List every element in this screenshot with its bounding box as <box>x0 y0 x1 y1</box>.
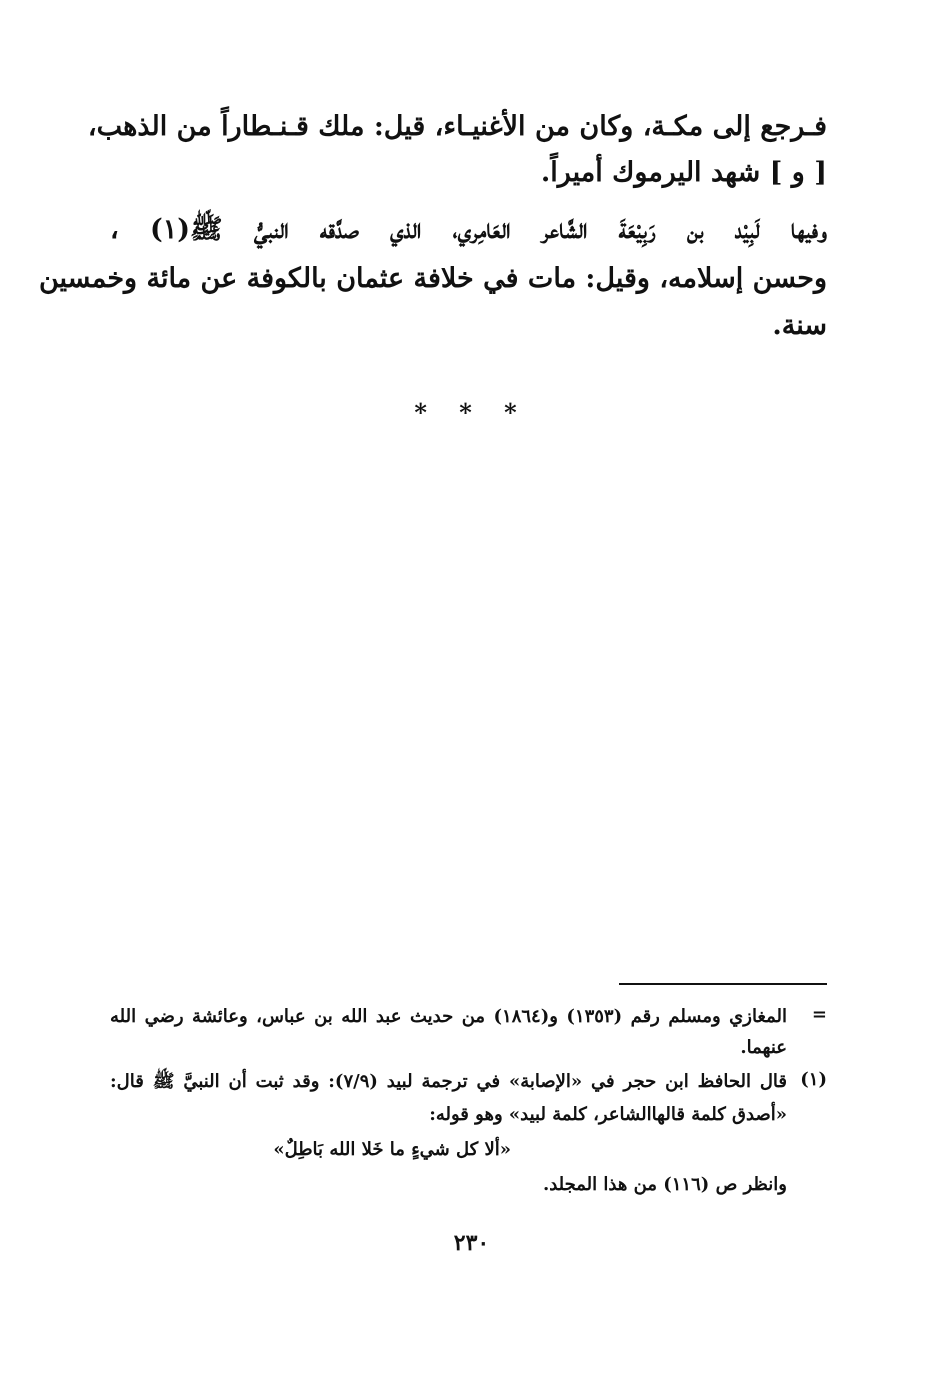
page-number: ٢٣٠ <box>453 1230 490 1256</box>
footnote-continuation-marker: = <box>811 1004 827 1025</box>
body-line-1: فـرجع إلى مكـة، وكان من الأغنيـاء، قيل: ملك قـنـطاراً من الذهب، <box>87 111 827 142</box>
body-line-5: سنة. <box>772 310 827 341</box>
footnote-1-line-1: قال الحافظ ابن حجر في «الإصابة» في ترجمة لبيد (٧/٩): وقد ثبت أن النبيَّ ﷺ قال: <box>110 1071 787 1092</box>
footnote-1-marker: (١) <box>800 1069 827 1090</box>
footnote-divider <box>619 983 827 985</box>
footnote-continuation-line-2: عنهما. <box>740 1037 787 1058</box>
footnote-continuation-line-1: المغازي ومسلم رقم (١٣٥٣) و(١٨٦٤) من حديث عبد الله بن عباس، وعائشة رضي الله <box>110 1006 788 1027</box>
footnote-1-verse: «ألا كل شيءٍ ما خَلا الله بَاطِلٌ» <box>273 1139 511 1160</box>
footnote-1-line-2: «أصدق كلمة قالهاالشاعر، كلمة لبيد» وهو قوله: <box>429 1104 787 1125</box>
footnote-1-line-4: وانظر ص (١١٦) من هذا المجلد. <box>542 1174 787 1195</box>
body-line-4: وحسن إسلامه، وقيل: مات في خلافة عثمان بالكوفة عن مائة وخمسين <box>38 263 827 294</box>
body-line-2: [ و ] شهد اليرموك أميراً. <box>540 157 827 188</box>
body-line-3: وفيها لَبِيْد بن رَبِيْعَةَ الشَّاعر العَامِري، الذي صدَّقه النبيُّ ﷺ(١) ، <box>110 214 827 245</box>
section-separator: * * * <box>414 398 529 427</box>
